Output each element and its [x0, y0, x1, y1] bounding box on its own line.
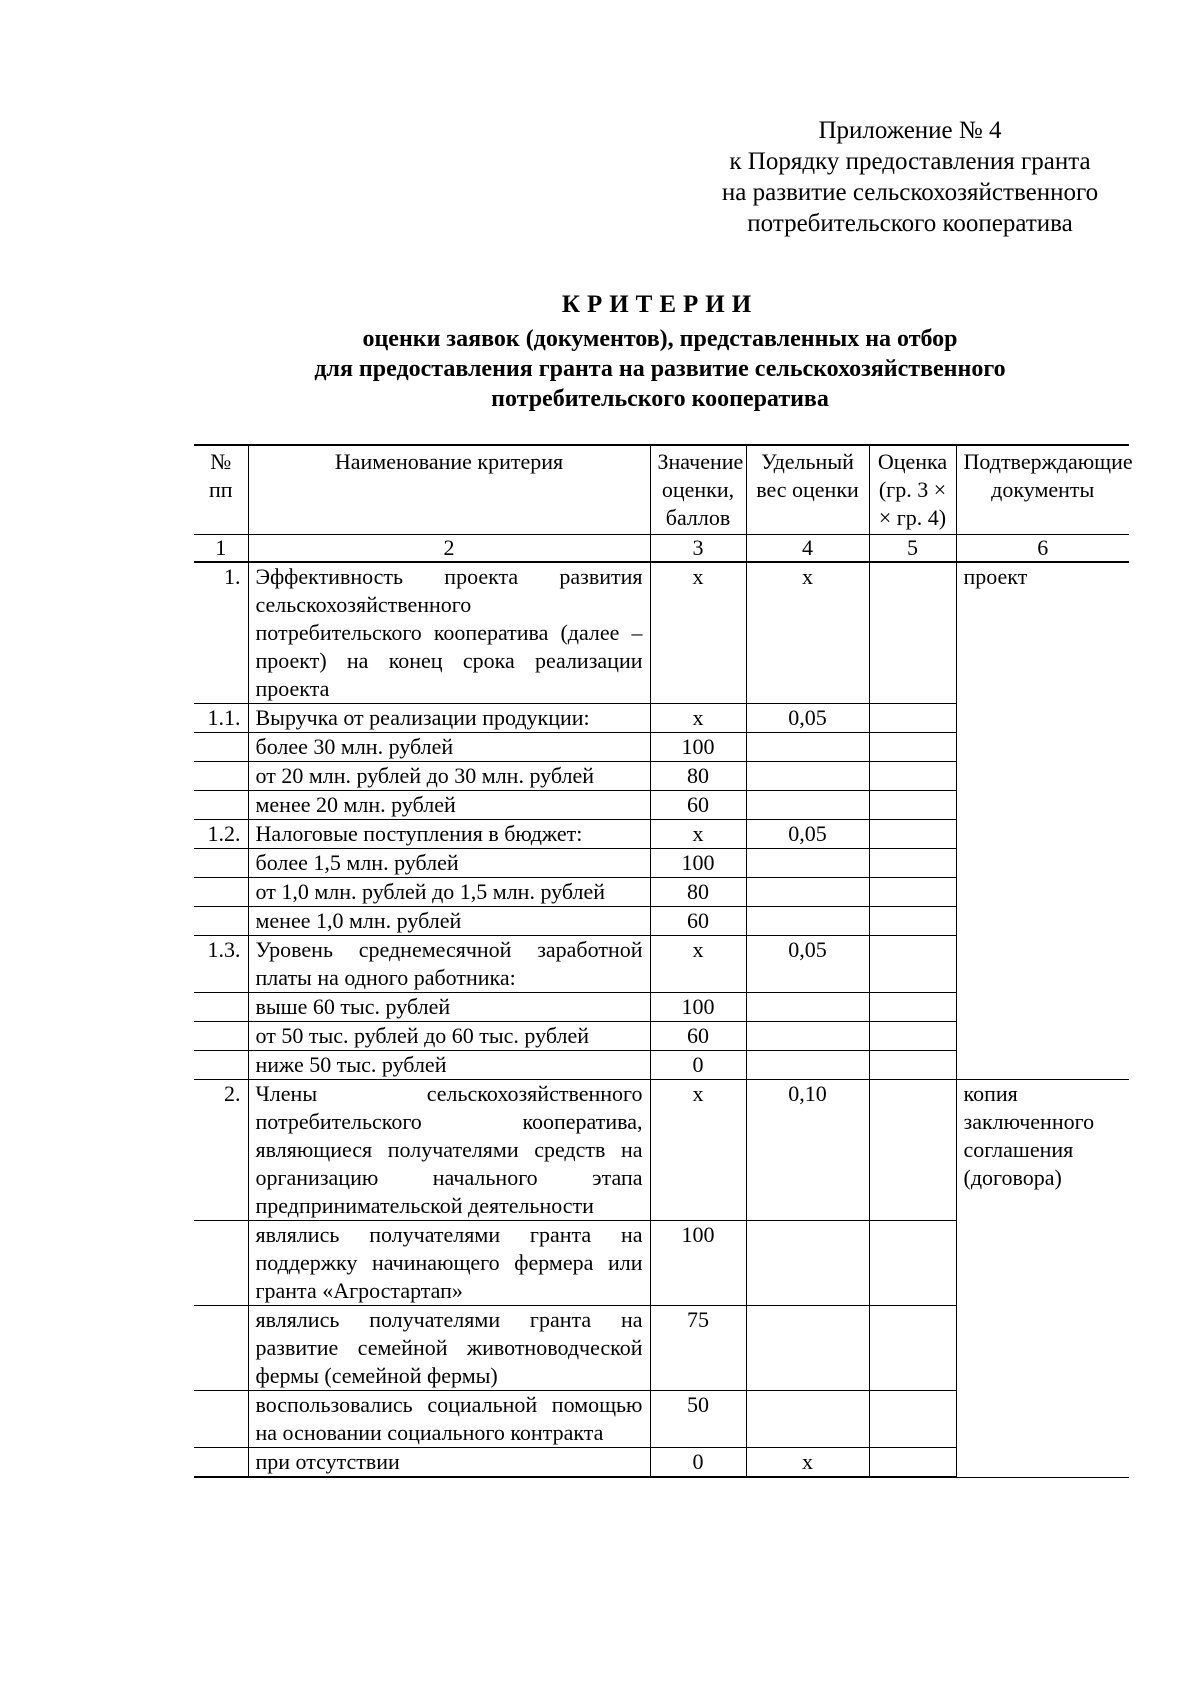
column-number: 2	[248, 535, 650, 563]
criterion-value: 75	[650, 1306, 746, 1391]
column-number: 5	[869, 535, 956, 563]
appendix-line: Приложение № 4	[818, 117, 1002, 144]
criterion-name: более 1,5 млн. рублей	[248, 849, 650, 878]
criterion-name: более 30 млн. рублей	[248, 733, 650, 762]
criterion-value: 60	[650, 1022, 746, 1051]
title-line: оценки заявок (документов), представленных на отбор	[362, 326, 958, 352]
row-number	[194, 1221, 248, 1306]
criterion-name: Члены сельскохозяйственного потребительского кооператива, являющиеся получателями средств на организацию начального этапа предпринимательской деятельности	[248, 1080, 650, 1221]
criteria-body	[194, 562, 1129, 1477]
criterion-score	[869, 849, 956, 878]
header-score: Оценка (гр. 3 × × гр. 4)	[869, 445, 956, 535]
row-number: 2.	[194, 1080, 248, 1221]
supporting-documents: копия заключенного соглашения (договора)	[956, 1080, 1129, 1478]
criterion-value: х	[650, 562, 746, 704]
criterion-value: х	[650, 820, 746, 849]
criterion-name: от 20 млн. рублей до 30 млн. рублей	[248, 762, 650, 791]
header-name: Наименование критерия	[248, 445, 650, 535]
criterion-weight	[746, 878, 869, 907]
criterion-weight	[746, 907, 869, 936]
row-number	[194, 733, 248, 762]
title-line: потребительского кооператива	[491, 386, 829, 412]
criterion-score	[869, 733, 956, 762]
column-number: 4	[746, 535, 869, 563]
criterion-weight	[746, 993, 869, 1022]
table-row	[194, 1080, 1129, 1221]
criterion-value: 100	[650, 733, 746, 762]
criterion-weight: х	[746, 562, 869, 704]
criterion-name: менее 1,0 млн. рублей	[248, 907, 650, 936]
criterion-name: ниже 50 тыс. рублей	[248, 1051, 650, 1080]
row-number: 1.1.	[194, 704, 248, 733]
criterion-score	[869, 820, 956, 849]
row-number	[194, 1391, 248, 1448]
criterion-score	[869, 907, 956, 936]
header-docs: Подтверждающие документы	[956, 445, 1129, 535]
criterion-weight	[746, 1221, 869, 1306]
criterion-value: 100	[650, 1221, 746, 1306]
document-title	[195, 290, 1125, 414]
criterion-value: 0	[650, 1051, 746, 1080]
header-value: Значение оценки, баллов	[650, 445, 746, 535]
criterion-name: от 50 тыс. рублей до 60 тыс. рублей	[248, 1022, 650, 1051]
criterion-score	[869, 1051, 956, 1080]
criterion-score	[869, 878, 956, 907]
header-weight: Удельный вес оценки	[746, 445, 869, 535]
row-number: 1.3.	[194, 936, 248, 993]
criterion-name: являлись получателями гранта на поддержку начинающего фермера или гранта «Агростартап»	[248, 1221, 650, 1306]
criterion-value: х	[650, 704, 746, 733]
criterion-weight: 0,05	[746, 820, 869, 849]
row-number	[194, 849, 248, 878]
criterion-name: выше 60 тыс. рублей	[248, 993, 650, 1022]
criterion-weight: 0,05	[746, 704, 869, 733]
criterion-weight	[746, 1051, 869, 1080]
criterion-score	[869, 1022, 956, 1051]
criterion-weight	[746, 1306, 869, 1391]
criterion-weight	[746, 849, 869, 878]
criterion-value: х	[650, 1080, 746, 1221]
row-number	[194, 762, 248, 791]
criterion-name: от 1,0 млн. рублей до 1,5 млн. рублей	[248, 878, 650, 907]
column-number: 1	[194, 535, 248, 563]
criterion-score	[869, 791, 956, 820]
criterion-weight	[746, 733, 869, 762]
table-header-row	[194, 445, 1129, 535]
criteria-table	[194, 444, 1133, 1478]
criterion-name: Выручка от реализации продукции:	[248, 704, 650, 733]
criterion-value: 60	[650, 907, 746, 936]
criterion-value: 0	[650, 1448, 746, 1478]
row-number	[194, 878, 248, 907]
appendix-line: потребительского кооператива	[747, 210, 1073, 237]
criterion-weight	[746, 1391, 869, 1448]
criterion-name: являлись получателями гранта на развитие семейной животноводческой фермы (семейной фермы)	[248, 1306, 650, 1391]
row-number	[194, 1051, 248, 1080]
supporting-documents: проект	[956, 562, 1129, 1080]
row-number	[194, 1306, 248, 1391]
criterion-weight: 0,10	[746, 1080, 869, 1221]
criterion-weight: х	[746, 1448, 869, 1478]
row-number	[194, 907, 248, 936]
criterion-name: при отсутствии	[248, 1448, 650, 1478]
criterion-value: 80	[650, 762, 746, 791]
appendix-line: к Порядку предоставления гранта	[729, 148, 1091, 175]
criterion-score	[869, 562, 956, 704]
criterion-score	[869, 936, 956, 993]
criterion-score	[869, 762, 956, 791]
row-number	[194, 993, 248, 1022]
criterion-score	[869, 1391, 956, 1448]
criterion-value: 80	[650, 878, 746, 907]
column-number: 6	[956, 535, 1129, 563]
appendix-reference	[690, 115, 1130, 239]
criterion-name: Уровень среднемесячной заработной платы на одного работника:	[248, 936, 650, 993]
criterion-score	[869, 993, 956, 1022]
criterion-value: 100	[650, 993, 746, 1022]
criterion-value: 100	[650, 849, 746, 878]
criterion-name: менее 20 млн. рублей	[248, 791, 650, 820]
row-number	[194, 1448, 248, 1478]
row-number	[194, 791, 248, 820]
title-main: КРИТЕРИИ	[561, 291, 759, 318]
criterion-value: 50	[650, 1391, 746, 1448]
criterion-value: 60	[650, 791, 746, 820]
criterion-name: Эффективность проекта развития сельскохозяйственного потребительского кооператива (далее – проект) на конец срока реализации проекта	[248, 562, 650, 704]
row-number: 1.	[194, 562, 248, 704]
criterion-weight	[746, 1022, 869, 1051]
appendix-line: на развитие сельскохозяйственного	[721, 179, 1099, 206]
header-num: № пп	[194, 445, 248, 535]
column-number-row	[194, 535, 1129, 563]
column-number: 3	[650, 535, 746, 563]
criterion-name: Налоговые поступления в бюджет:	[248, 820, 650, 849]
row-number	[194, 1022, 248, 1051]
criterion-score	[869, 1221, 956, 1306]
criterion-score	[869, 1080, 956, 1221]
title-line: для предоставления гранта на развитие сельскохозяйственного	[314, 356, 1006, 382]
criterion-weight	[746, 762, 869, 791]
criterion-weight: 0,05	[746, 936, 869, 993]
row-number: 1.2.	[194, 820, 248, 849]
criterion-score	[869, 704, 956, 733]
criterion-score	[869, 1306, 956, 1391]
table-row	[194, 562, 1129, 704]
criterion-score	[869, 1448, 956, 1478]
criterion-value: х	[650, 936, 746, 993]
criterion-weight	[746, 791, 869, 820]
criterion-name: воспользовались социальной помощью на основании социального контракта	[248, 1391, 650, 1448]
